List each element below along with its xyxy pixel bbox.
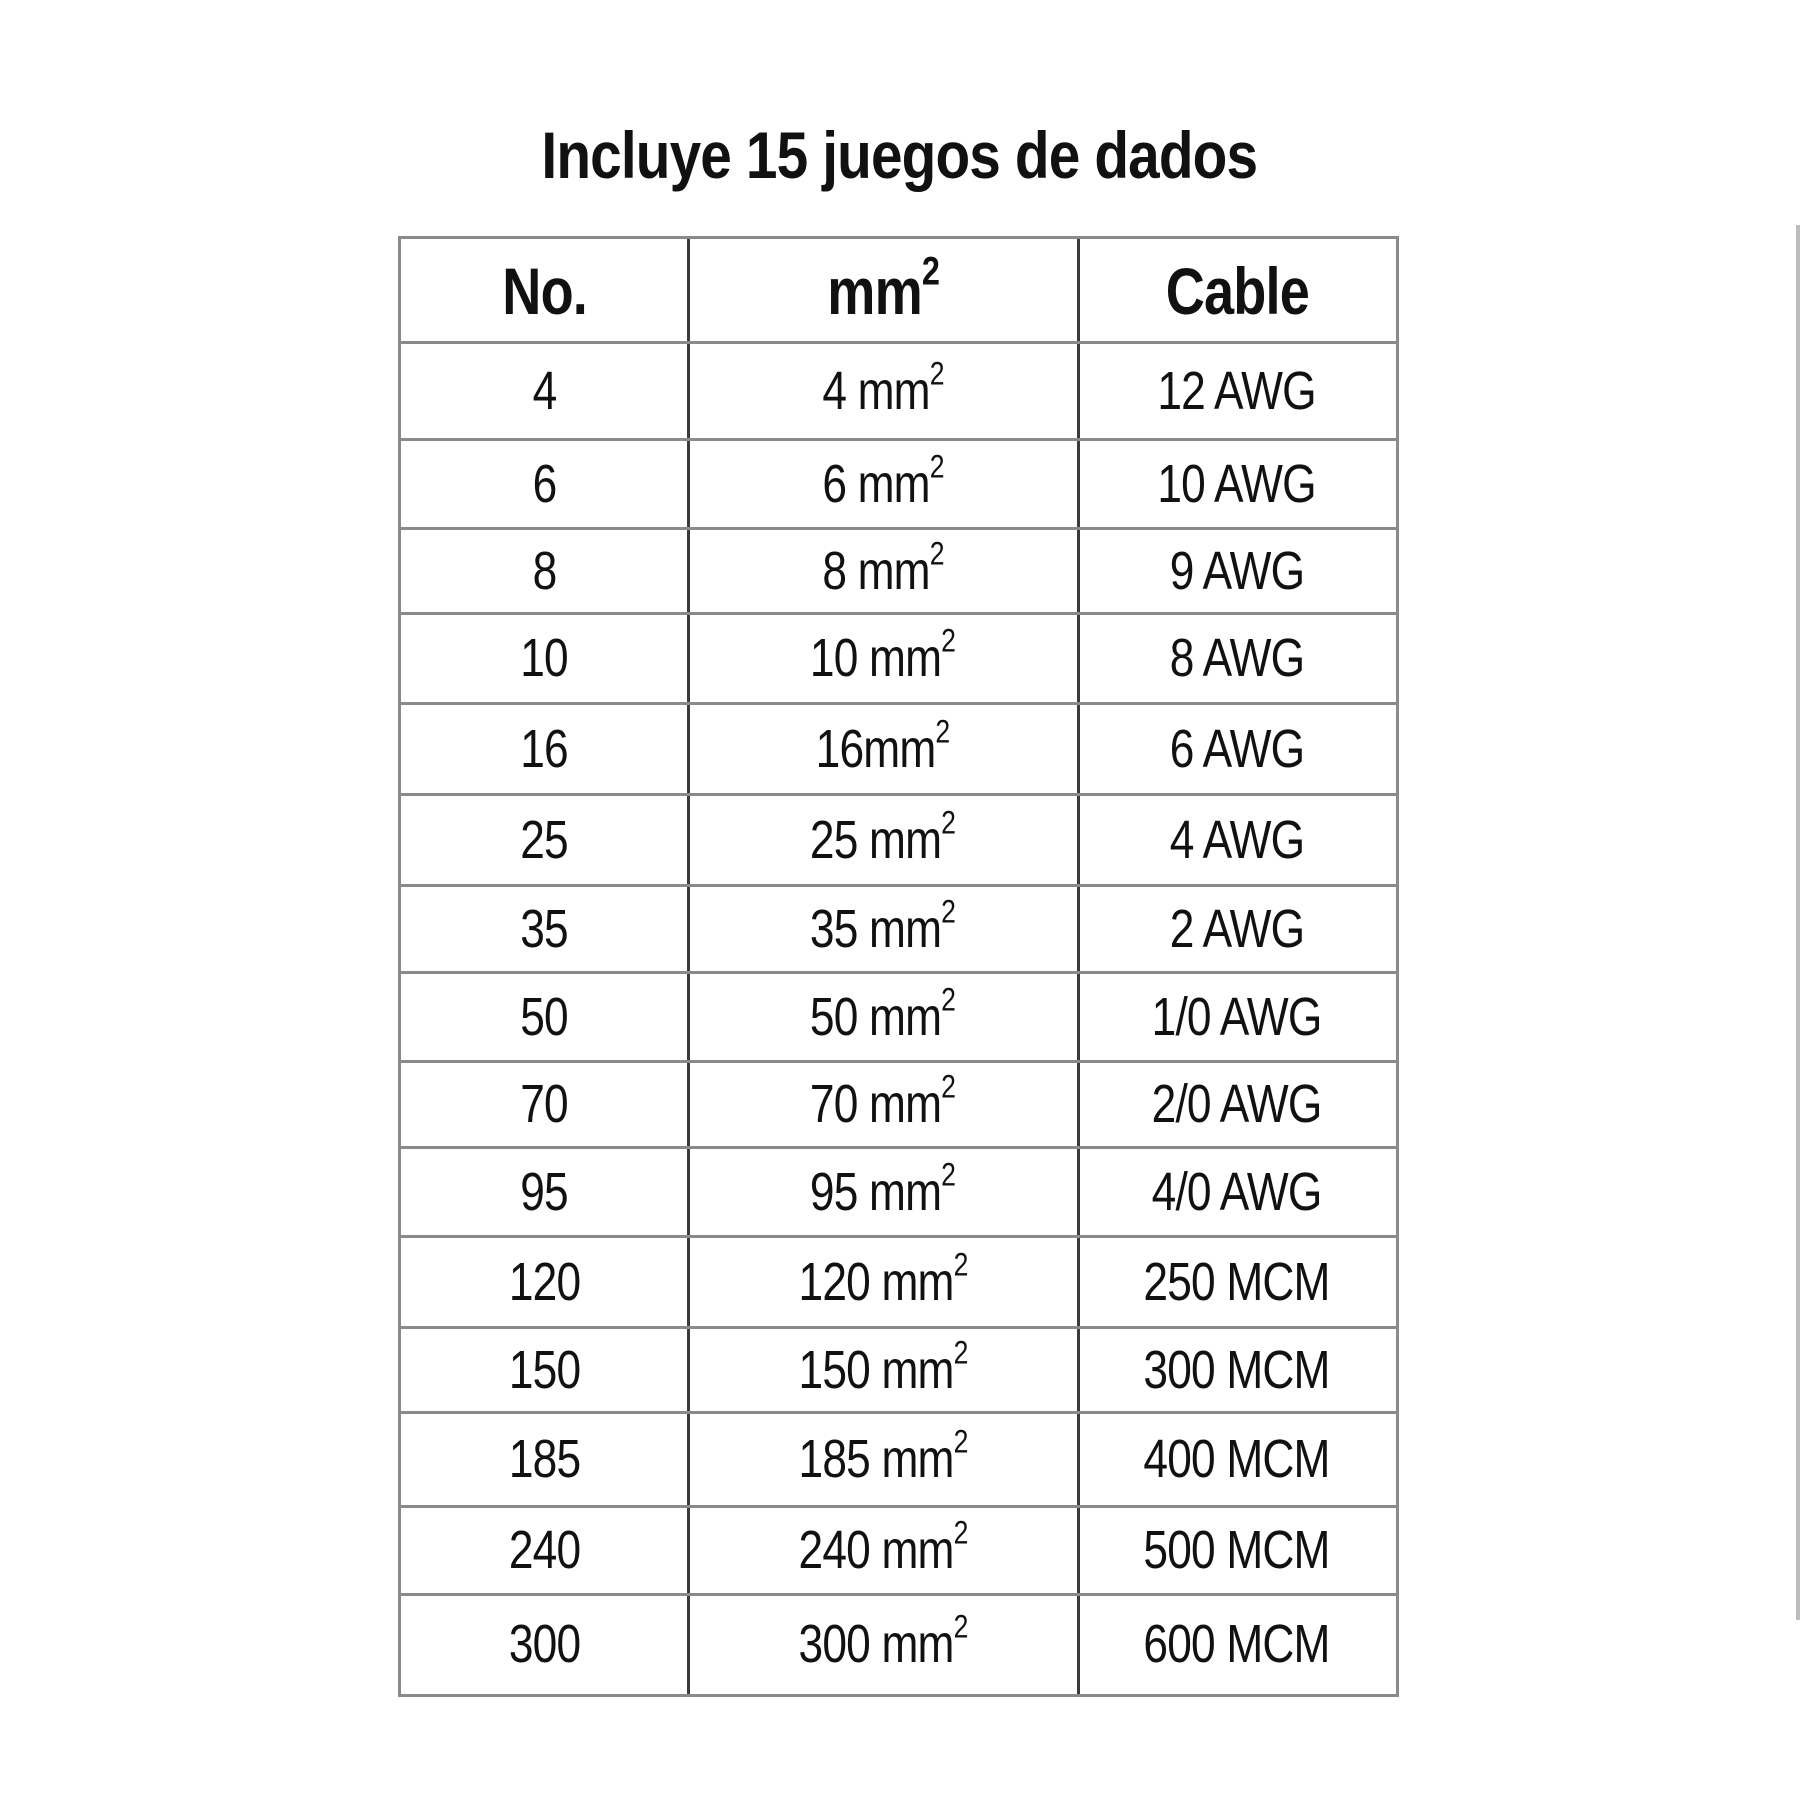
cell-no-text: [509, 1339, 580, 1401]
cell-cable: [1078, 342, 1396, 439]
cell-no: [401, 885, 688, 972]
cell-mm2: [688, 703, 1078, 794]
cell-no: [401, 703, 688, 794]
cell-no-value: 185: [508, 1429, 581, 1489]
cell-cable-text: [1152, 1073, 1322, 1135]
superscript: 2: [929, 535, 944, 572]
cell-cable: [1078, 439, 1396, 528]
cell-mm2: [688, 613, 1078, 703]
cell-no: [401, 1506, 688, 1594]
cell-no-value: 240: [508, 1520, 581, 1580]
cell-mm2-text: [810, 622, 956, 689]
header-cable: [1078, 239, 1396, 342]
cell-mm2-value: 95 mm: [810, 1161, 942, 1222]
cell-cable-text: [1152, 1161, 1322, 1223]
superscript: 2: [941, 1156, 956, 1193]
superscript: 2: [953, 1608, 968, 1645]
cell-mm2: [688, 1594, 1078, 1694]
cell-mm2-text: [810, 981, 956, 1048]
cell-cable-value: 2 AWG: [1169, 898, 1305, 959]
cell-cable-text: [1144, 1613, 1330, 1675]
cell-no: [401, 1236, 688, 1327]
cell-cable-text: [1144, 1428, 1330, 1490]
header-no: [401, 239, 688, 342]
cell-mm2: [688, 528, 1078, 613]
cell-mm2-text: [798, 1423, 968, 1490]
superscript: 2: [953, 1246, 968, 1283]
cell-no-text: [521, 627, 569, 689]
cell-mm2: [688, 1412, 1078, 1506]
cell-no-text: [533, 360, 557, 422]
cell-mm2: [688, 885, 1078, 972]
cell-cable-text: [1158, 453, 1316, 515]
cell-mm2-text: [810, 1156, 956, 1223]
header-cable-text: [1165, 253, 1308, 329]
cell-no-value: 16: [520, 718, 569, 779]
cell-mm2-text: [798, 1246, 968, 1313]
cell-cable: [1078, 885, 1396, 972]
cell-no-value: 70: [520, 1074, 569, 1134]
cell-cable-text: [1144, 1339, 1330, 1401]
cell-mm2-value: 150 mm: [798, 1339, 954, 1400]
cell-mm2-text: [798, 1334, 968, 1401]
superscript: 2: [941, 1068, 956, 1105]
header-no-value: No.: [502, 253, 587, 328]
cell-cable-value: 1/0 AWG: [1152, 986, 1322, 1047]
cell-mm2-value: 50 mm: [810, 986, 942, 1047]
header-mm2-text: [827, 248, 939, 329]
cell-cable: [1078, 794, 1396, 885]
cell-no-value: 6: [532, 453, 557, 514]
superscript: 2: [941, 981, 956, 1018]
cell-cable-value: 12 AWG: [1157, 360, 1317, 421]
superscript: 2: [953, 1423, 968, 1460]
cell-no: [401, 1327, 688, 1412]
cell-mm2-value: 120 mm: [798, 1251, 954, 1312]
cell-no: [401, 1061, 688, 1147]
cell-no-text: [521, 1161, 569, 1223]
cell-cable-value: 250 MCM: [1143, 1251, 1331, 1312]
cell-cable: [1078, 1412, 1396, 1506]
cell-no-value: 95: [520, 1161, 569, 1222]
cell-cable: [1078, 1594, 1396, 1694]
cell-mm2-text: [798, 1514, 968, 1581]
cell-cable: [1078, 1327, 1396, 1412]
cell-no: [401, 613, 688, 703]
cell-no-value: 35: [520, 898, 569, 959]
cell-no-value: 8: [532, 540, 557, 601]
cell-no: [401, 342, 688, 439]
superscript: 2: [941, 893, 956, 930]
superscript: 2: [953, 1334, 968, 1371]
header-cable-value: Cable: [1165, 253, 1309, 328]
cell-cable: [1078, 1147, 1396, 1236]
superscript: 2: [953, 1514, 968, 1551]
superscript: 2: [941, 804, 956, 841]
cell-no-text: [521, 1073, 569, 1135]
cell-no-text: [509, 1613, 580, 1675]
cell-cable-value: 400 MCM: [1143, 1429, 1331, 1489]
cell-cable: [1078, 1506, 1396, 1594]
cell-mm2: [688, 1061, 1078, 1147]
cell-mm2: [688, 1506, 1078, 1594]
cell-mm2: [688, 1236, 1078, 1327]
cell-mm2-text: [822, 355, 944, 422]
cell-mm2-value: 35 mm: [810, 898, 942, 959]
cell-no-text: [509, 1251, 580, 1313]
cell-cable-text: [1152, 986, 1322, 1048]
superscript: 2: [929, 355, 944, 392]
cell-no-text: [521, 986, 569, 1048]
cell-mm2-value: 70 mm: [810, 1074, 942, 1134]
cell-mm2-value: 16mm: [816, 718, 936, 779]
cell-no-value: 25: [520, 809, 569, 870]
cell-no-value: 50: [520, 986, 569, 1047]
cell-cable-text: [1144, 1519, 1330, 1581]
cell-mm2-text: [810, 893, 956, 960]
cell-mm2: [688, 1147, 1078, 1236]
cell-mm2-value: 4 mm: [822, 360, 930, 421]
cell-no: [401, 794, 688, 885]
superscript: 2: [935, 713, 950, 750]
cell-no: [401, 1147, 688, 1236]
cell-mm2-value: 6 mm: [822, 453, 930, 514]
cell-cable-text: [1158, 360, 1316, 422]
cell-cable-value: 2/0 AWG: [1152, 1074, 1322, 1134]
cell-cable-value: 4/0 AWG: [1152, 1161, 1322, 1222]
header-mm2-value: mm: [827, 253, 922, 328]
cell-no: [401, 972, 688, 1061]
cell-no: [401, 1412, 688, 1506]
dies-table: [398, 236, 1399, 1697]
cell-cable: [1078, 1236, 1396, 1327]
cell-cable-value: 9 AWG: [1169, 540, 1305, 601]
cell-mm2-value: 25 mm: [810, 809, 942, 870]
cell-mm2: [688, 1327, 1078, 1412]
cell-cable-value: 500 MCM: [1143, 1520, 1331, 1580]
cell-cable-value: 600 MCM: [1143, 1614, 1331, 1674]
cell-cable-value: 10 AWG: [1157, 453, 1317, 514]
cell-cable: [1078, 613, 1396, 703]
cell-mm2: [688, 794, 1078, 885]
superscript: 2: [941, 622, 956, 659]
cell-cable: [1078, 972, 1396, 1061]
cell-cable-text: [1170, 898, 1305, 960]
cell-mm2-text: [810, 804, 956, 871]
cell-mm2-text: [822, 535, 944, 602]
cell-mm2-text: [798, 1608, 968, 1675]
cell-mm2-text: [822, 448, 944, 515]
cell-cable-value: 6 AWG: [1169, 718, 1305, 779]
cell-no-text: [509, 1519, 580, 1581]
cell-mm2-value: 10 mm: [810, 628, 942, 688]
cell-no-text: [509, 1428, 580, 1490]
cell-cable-text: [1170, 627, 1305, 689]
cell-cable: [1078, 1061, 1396, 1147]
superscript: 2: [921, 248, 939, 293]
header-mm2: [688, 239, 1078, 342]
header-no-text: [502, 253, 587, 329]
cell-mm2-value: 240 mm: [798, 1520, 954, 1580]
cell-cable-text: [1144, 1251, 1330, 1313]
cell-no-value: 10: [520, 628, 569, 688]
cell-no-text: [533, 453, 557, 515]
cell-mm2: [688, 439, 1078, 528]
cell-no: [401, 1594, 688, 1694]
cell-mm2-value: 300 mm: [798, 1614, 954, 1674]
cell-cable-value: 300 MCM: [1143, 1339, 1331, 1400]
cell-cable-text: [1170, 718, 1305, 780]
cell-no-text: [533, 540, 557, 602]
cell-no-text: [521, 718, 569, 780]
cell-no-value: 4: [532, 360, 557, 421]
cell-no-value: 120: [508, 1251, 581, 1312]
cell-mm2-value: 8 mm: [822, 540, 930, 601]
cell-mm2-text: [810, 1068, 956, 1135]
page-edge-divider: [1796, 225, 1800, 1620]
page-title: Incluye 15 juegos de dados: [541, 118, 1258, 192]
cell-no: [401, 528, 688, 613]
cell-no-text: [521, 898, 569, 960]
cell-no-value: 150: [508, 1339, 581, 1400]
cell-cable-value: 4 AWG: [1169, 809, 1305, 870]
cell-mm2-text: [816, 713, 950, 780]
cell-mm2: [688, 342, 1078, 439]
cell-no: [401, 439, 688, 528]
cell-mm2: [688, 972, 1078, 1061]
cell-no-value: 300: [508, 1614, 581, 1674]
cell-cable: [1078, 703, 1396, 794]
superscript: 2: [929, 448, 944, 485]
cell-cable-text: [1170, 809, 1305, 871]
cell-no-text: [521, 809, 569, 871]
cell-cable-text: [1170, 540, 1305, 602]
cell-cable-value: 8 AWG: [1169, 628, 1305, 688]
cell-mm2-value: 185 mm: [798, 1429, 954, 1489]
cell-cable: [1078, 528, 1396, 613]
